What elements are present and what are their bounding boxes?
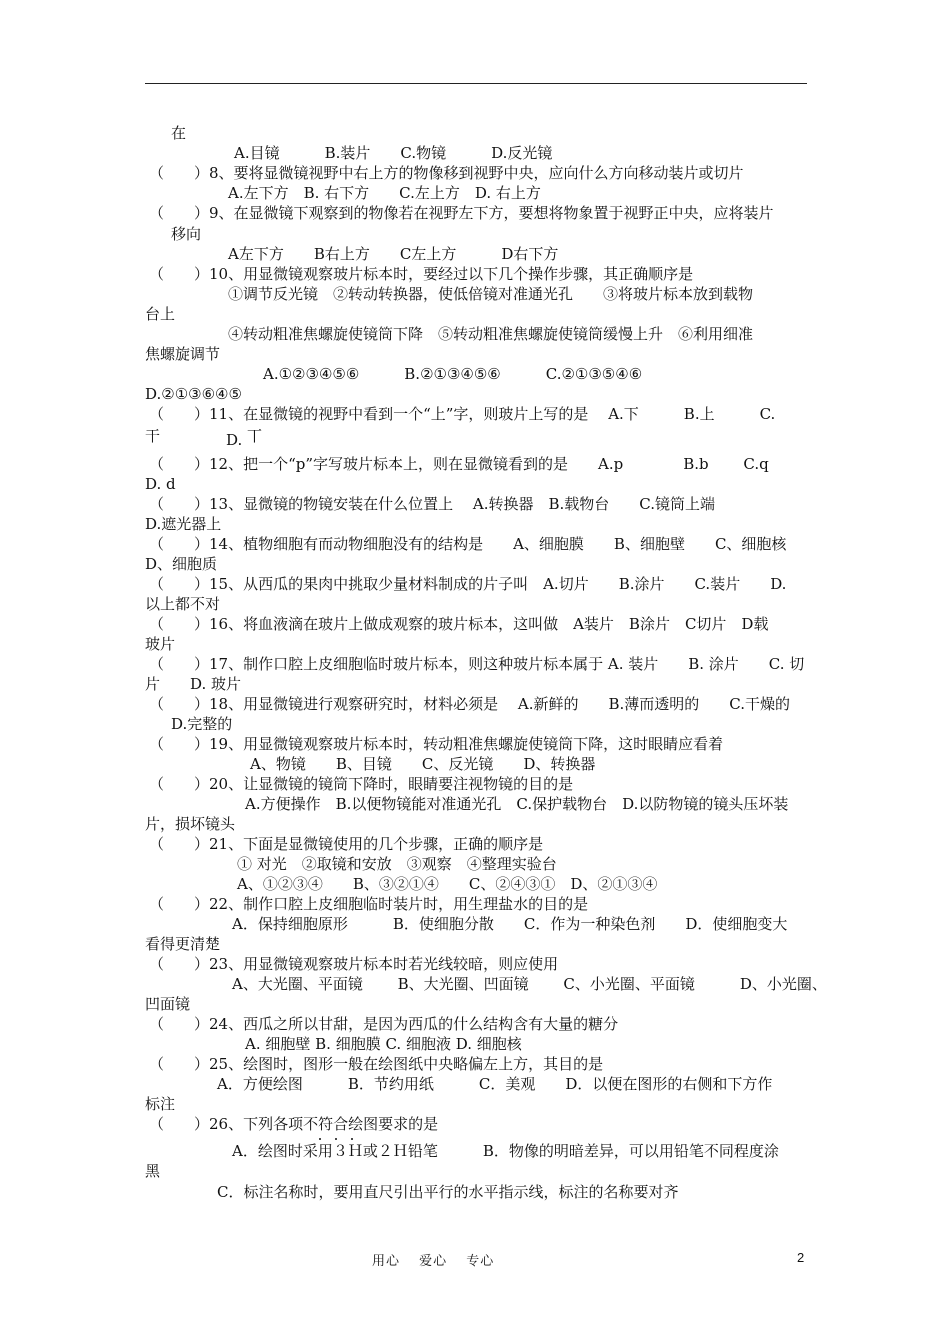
header-rule: [145, 83, 807, 84]
text-line: （ ）13、显微镜的物镜安装在什么位置上 A.转换器 B.载物台 C.镜筒上端: [149, 495, 715, 513]
text-line: 焦螺旋调节: [145, 345, 221, 363]
text-line: （ ）20、让显微镜的镜筒下降时，眼睛要注视物镜的目的是: [149, 775, 574, 793]
text-line: （ ）25、绘图时，图形一般在绘图纸中央略偏左上方，其目的是: [149, 1055, 604, 1073]
text-line: 黑: [145, 1162, 161, 1180]
text-line: A. 细胞壁 B. 细胞膜 C. 细胞液 D. 细胞核: [245, 1035, 522, 1053]
text-line: 以上都不对: [145, 595, 221, 613]
text-line: D. d: [145, 475, 176, 493]
text-line: A．保持细胞原形 B．使细胞分散 C．作为一种染色剂 D．使细胞变大: [232, 915, 788, 933]
text-line: 台上: [145, 305, 176, 323]
text-line: 干: [145, 427, 161, 445]
text-line: 片，损坏镜头: [145, 815, 236, 833]
text-line: D、细胞质: [145, 555, 218, 573]
text-line: 片 D. 玻片: [145, 675, 242, 693]
text-line: D.: [226, 431, 243, 449]
text-line: （ ）18、用显微镜进行观察研究时，材料必须是 A.新鲜的 B.薄而透明的 C.干燥的: [149, 695, 790, 713]
text-line: 在: [171, 124, 187, 142]
text-line: （ ）16、将血液滴在玻片上做成观察的玻片标本，这叫做 A装片 B涂片 C切片 D载: [149, 615, 769, 633]
text-line: （ ）11、在显微镜的视野中看到一个“上”字，则玻片上写的是 A.下 B.上 C.: [149, 405, 776, 423]
text-line: 看得更清楚: [145, 935, 221, 953]
text-line: 标注: [145, 1095, 176, 1113]
text-line: 凹面镜: [145, 995, 191, 1013]
text-line: D.完整的: [171, 715, 233, 733]
emphasis-dot: [319, 1138, 321, 1140]
text-line: （ ）8、要将显微镜视野中右上方的物像移到视野中央，应向什么方向移动装片或切片: [149, 164, 744, 182]
text-line: D.②①③⑥④⑤: [145, 385, 242, 403]
text-line: A、①②③④ B、③②①④ C、②④③① D、②①③④: [237, 875, 658, 893]
text-line: A.①②③④⑤⑥ B.②①③④⑤⑥ C.②①③⑤④⑥: [263, 365, 643, 383]
text-line: （ ）21、下面是显微镜使用的几个步骤，正确的顺序是: [149, 835, 544, 853]
text-line: D.遮光器上: [145, 515, 222, 533]
page-number: 2: [797, 1250, 805, 1265]
emphasis-dot: [335, 1138, 337, 1140]
text-line: （ ）23、用显微镜观察玻片标本时若光线较暗，则应使用: [149, 955, 559, 973]
text-line: C．标注名称时，要用直尺引出平行的水平指示线，标注的名称要对齐: [217, 1183, 679, 1201]
text-line: 玻片: [145, 635, 176, 653]
text-line: 移向: [171, 225, 202, 243]
text-line: A.目镜 B.装片 C.物镜 D.反光镜: [234, 144, 553, 162]
text-line: 丅: [247, 427, 263, 445]
text-line: （ ）24、西瓜之所以甘甜，是因为西瓜的什么结构含有大量的糖分: [149, 1015, 619, 1033]
text-line: ①调节反光镜 ②转动转换器，使低倍镜对准通光孔 ③将玻片标本放到载物: [228, 285, 754, 303]
text-line: （ ）12、把一个“p”字写玻片标本上，则在显微镜看到的是 A.p B.b C.q: [149, 455, 769, 473]
footer-motto: 用心 爱心 专心: [372, 1254, 495, 1269]
text-line: （ ）15、从西瓜的果肉中挑取少量材料制成的片子叫 A.切片 B.涂片 C.装片 D.: [149, 575, 787, 593]
text-line: A．绘图时采用３Ｈ或２Ｈ铅笔 B．物像的明暗差异，可以用铅笔不同程度涂: [232, 1142, 779, 1160]
text-line: （ ）9、在显微镜下观察到的物像若在视野左下方，要想将物象置于视野正中央，应将装片: [149, 204, 774, 222]
text-line: ① 对光 ②取镜和安放 ③观察 ④整理实验台: [237, 855, 557, 873]
text-line: （ ）14、植物细胞有而动物细胞没有的结构是 A、细胞膜 B、细胞壁 C、细胞核: [149, 535, 787, 553]
text-line: （ ）22、制作口腔上皮细胞临时装片时，用生理盐水的目的是: [149, 895, 589, 913]
text-line: A、物镜 B、目镜 C、反光镜 D、转换器: [250, 755, 596, 773]
text-line: （ ）10、用显微镜观察玻片标本时，要经过以下几个操作步骤，其正确顺序是: [149, 265, 694, 283]
text-line: A.方便操作 B.以便物镜能对准通光孔 C.保护载物台 D.以防物镜的镜头压坏装: [245, 795, 789, 813]
text-line: A.左下方 B. 右下方 C.左上方 D. 右上方: [228, 184, 541, 202]
text-line: （ ）19、用显微镜观察玻片标本时，转动粗准焦螺旋使镜筒下降，这时眼睛应看着: [149, 735, 724, 753]
text-line: A、大光圈、平面镜 B、大光圈、凹面镜 C、小光圈、平面镜 D、小光圈、: [232, 975, 827, 993]
text-line: （ ）26、下列各项不符合绘图要求的是: [149, 1115, 439, 1133]
text-line: A．方便绘图 B．节约用纸 C．美观 D．以便在图形的右侧和下方作: [217, 1075, 773, 1093]
text-line: （ ）17、制作口腔上皮细胞临时玻片标本，则这种玻片标本属于 A. 装片 B. 涂片 C. 切: [149, 655, 805, 673]
text-line: A左下方 B右上方 C左上方 D右下方: [228, 245, 559, 263]
emphasis-dot: [351, 1138, 353, 1140]
text-line: ④转动粗准焦螺旋使镜筒下降 ⑤转动粗准焦螺旋使镜筒缓慢上升 ⑥利用细准: [228, 325, 754, 343]
